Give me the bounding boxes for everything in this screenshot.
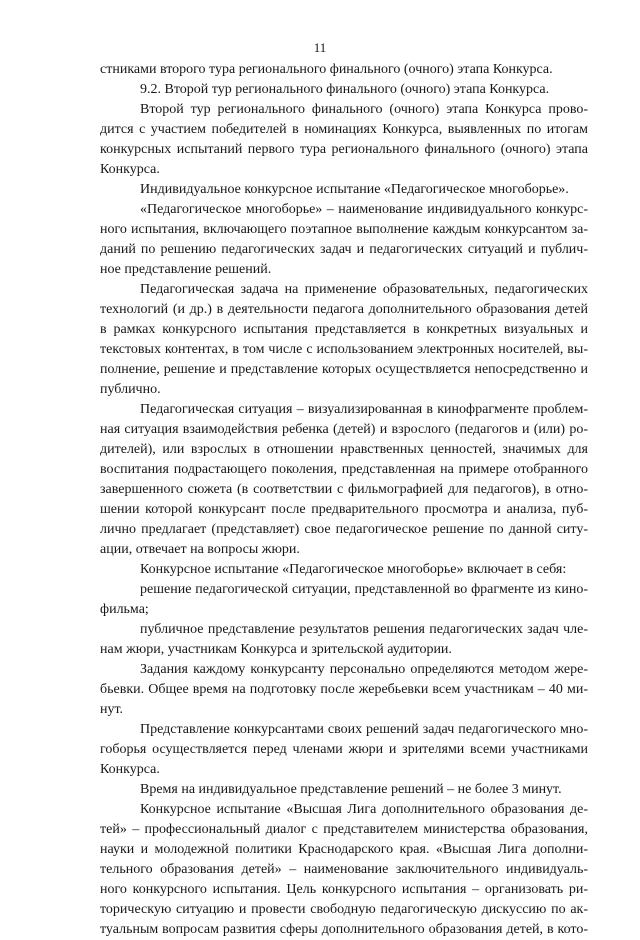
text-line: публично. <box>100 382 161 397</box>
text-line: решение педагогической ситуации, представленной во фрагменте из кино- <box>140 582 588 597</box>
text-line: тельного образования детей» – наименование заключительного индивидуаль- <box>100 862 588 877</box>
text-line: технологий (и др.) в деятельности педагога дополнительного образования детей <box>100 302 588 317</box>
text-line: конкурсных испытаний первого тура регионального финального (очного) этапа <box>100 142 588 157</box>
text-line: Конкурсное испытание «Высшая Лига дополнительного образования де- <box>140 802 588 817</box>
page-number: 11 <box>313 40 327 55</box>
text-line: дится с участием победителей в номинациях Конкурса, выявленных по итогам <box>100 122 588 137</box>
text-line: ного конкурсного испытания. Цель конкурсного испытания – организовать ри- <box>100 882 588 897</box>
text-line: ации, отвечает на вопросы жюри. <box>100 542 300 557</box>
text-line: нут. <box>100 702 124 717</box>
text-line: «Педагогическое многоборье» – наименование индивидуального конкурс- <box>140 202 588 217</box>
text-line: Задания каждому конкурсанту персонально определяются методом жере- <box>140 662 588 677</box>
text-line: в рамках конкурсного испытания представляется в конкретных визуальных и <box>100 322 588 337</box>
text-line: туальным вопросам развития сферы дополнительного образования детей, в кото- <box>100 922 588 937</box>
text-line: науки и молодежной политики Краснодарского края. «Высшая Лига дополни- <box>100 842 588 857</box>
text-line: фильма; <box>100 602 149 617</box>
text-line: 9.2. Второй тур регионального финального (очного) этапа Конкурса. <box>140 82 550 97</box>
text-line: ного испытания, включающего поэтапное выполнение каждым конкурсантом за- <box>100 222 588 237</box>
text-line: ная ситуация взаимодействия ребенка (детей) и взрослого (педагогов и (или) ро- <box>100 422 588 437</box>
text-line: даний по решению педагогических задач и педагогических ситуаций и публич- <box>100 242 588 257</box>
text-line: лично предлагает (представляет) свое педагогическое решение по данной ситу- <box>100 522 588 537</box>
text-line: тей» – профессиональный диалог с представителем министерства образования, <box>100 822 588 837</box>
text-line: текстовых контентах, в том числе с использованием электронных носителей, вы- <box>100 342 588 357</box>
text-line: ное представление решений. <box>100 262 272 277</box>
text-line: полнение, решение и представление которых осуществляется непосредственно и <box>100 362 588 377</box>
body-text <box>100 60 588 940</box>
text-line: Педагогическая задача на применение образовательных, педагогических <box>140 282 588 297</box>
text-line: Второй тур регионального финального (очного) этапа Конкурса прово- <box>140 102 588 117</box>
text-line: бьевки. Общее время на подготовку после жеребьевки всем участникам – 40 ми- <box>100 682 588 697</box>
text-line: дителей), или взрослых в отношении нравственных ценностей, значимых для <box>100 442 588 457</box>
text-line: Конкурса. <box>100 762 160 777</box>
text-line: завершенного сюжета (в соответствии с фильмографией для педагогов), в отно- <box>100 482 588 497</box>
text-line: Конкурса. <box>100 162 160 177</box>
text-line: шении которой конкурсант после предварительного просмотра и анализа, пуб- <box>100 502 588 517</box>
text-line: торическую ситуацию и провести свободную педагогическую дискуссию по ак- <box>100 902 588 917</box>
text-line: воспитания подрастающего поколения, представленная на примере отобранного <box>100 462 588 477</box>
text-line: Индивидуальное конкурсное испытание «Педагогическое многоборье». <box>140 182 569 197</box>
text-line: стниками второго тура регионального финального (очного) этапа Конкурса. <box>100 62 553 77</box>
text-line: Время на индивидуальное представление решений – не более 3 минут. <box>140 782 562 797</box>
text-line: Конкурсное испытание «Педагогическое многоборье» включает в себя: <box>140 562 567 577</box>
text-line: Педагогическая ситуация – визуализированная в кинофрагменте проблем- <box>140 402 588 417</box>
text-line: гоборья осуществляется перед членами жюри и зрителями всеми участниками <box>100 742 588 757</box>
text-line: нам жюри, участникам Конкурса и зрительской аудитории. <box>100 642 452 657</box>
text-line: Представление конкурсантами своих решений задач педагогического мно- <box>140 722 588 737</box>
text-line: публичное представление результатов решения педагогических задач чле- <box>140 622 588 637</box>
